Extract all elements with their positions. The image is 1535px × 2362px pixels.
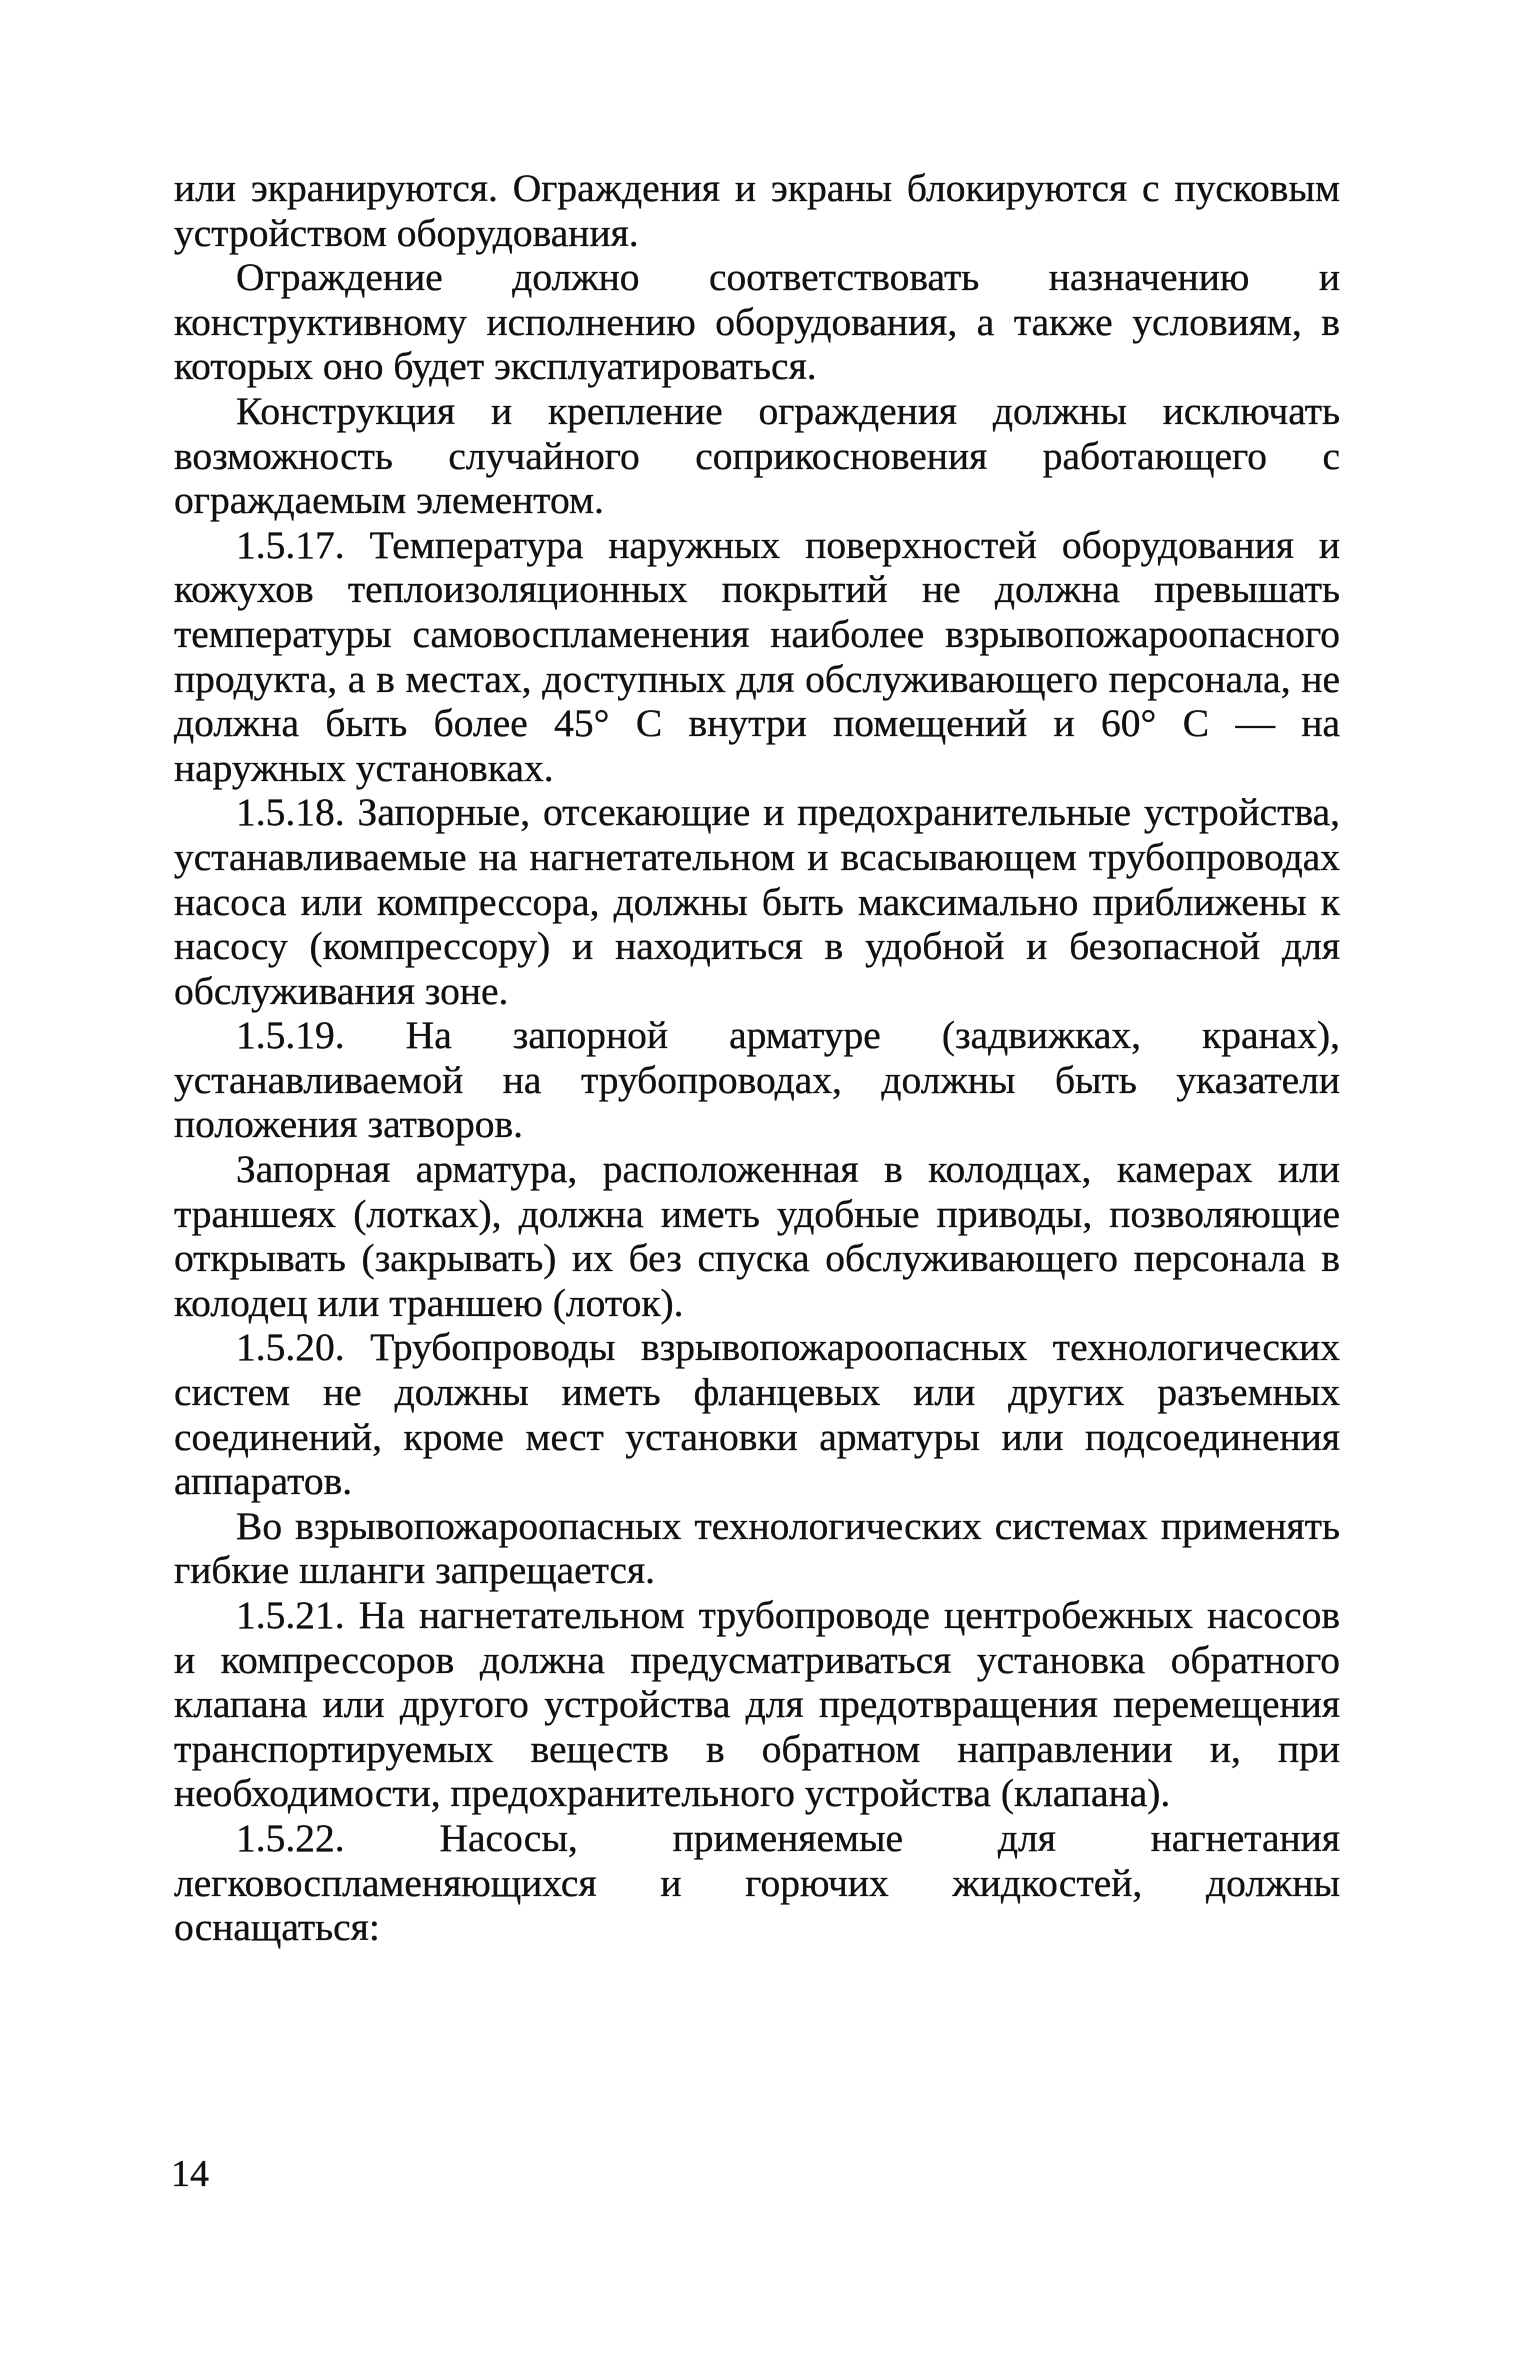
paragraph-1-5-21: 1.5.21. На нагнетательном трубопроводе центробежных насосов и компрессоров должна предусматриваться установка обратного клапана или другого устройства для предотвращения перемещения транспортируемых веществ в обратном направлении и, при необходимости, предохранительного устройства (клапана).	[174, 1593, 1340, 1816]
paragraph-1-5-18: 1.5.18. Запорные, отсекающие и предохранительные устройства, устанавливаемые на нагнетательном и всасывающем трубопроводах насоса или компрессора, должны быть максимально приближены к насосу (компрессору) и находиться в удобной и безопасной для обслуживания зоне.	[174, 790, 1340, 1013]
paragraph-1-5-19: 1.5.19. На запорной арматуре (задвижках, кранах), устанавливаемой на трубопроводах, должны быть указатели положения затворов.	[174, 1013, 1340, 1147]
paragraph-1-5-20: 1.5.20. Трубопроводы взрывопожароопасных технологических систем не должны иметь фланцевых или других разъемных соединений, кроме мест установки арматуры или подсоединения аппаратов.	[174, 1325, 1340, 1504]
paragraph-guard-purpose: Ограждение должно соответствовать назначению и конструктивному исполнению оборудования, а также условиям, в которых оно будет эксплуатироваться.	[174, 255, 1340, 389]
paragraph-1-5-22: 1.5.22. Насосы, применяемые для нагнетания легковоспламеняющихся и горючих жидкостей, должны оснащаться:	[174, 1815, 1340, 1950]
page-body	[174, 166, 1340, 1950]
paragraph-flexible-hoses: Во взрывопожароопасных технологических системах применять гибкие шланги запрещается.	[174, 1503, 1340, 1593]
paragraph-valves-in-wells: Запорная арматура, расположенная в колодцах, камерах или траншеях (лотках), должна иметь удобные приводы, позволяющие открывать (закрывать) их без спуска обслуживающего персонала в колодец или траншею (лоток).	[174, 1147, 1340, 1325]
paragraph-1-5-17: 1.5.17. Температура наружных поверхностей оборудования и кожухов теплоизоляционных покрытий не должна превышать температуры самовоспламенения наиболее взрывопожароопасного продукта, а в местах, доступных для обслуживающего персонала, не должна быть более 45° С внутри помещений и 60° С — на наружных установках.	[174, 522, 1340, 790]
paragraph-continuation: или экранируются. Ограждения и экраны блокируются с пусковым устройством оборудования.	[174, 166, 1340, 255]
paragraph-guard-construction: Конструкция и крепление ограждения должны исключать возможность случайного соприкосновения работающего с ограждаемым элементом.	[174, 388, 1340, 523]
page-number: 14	[171, 2153, 209, 2195]
